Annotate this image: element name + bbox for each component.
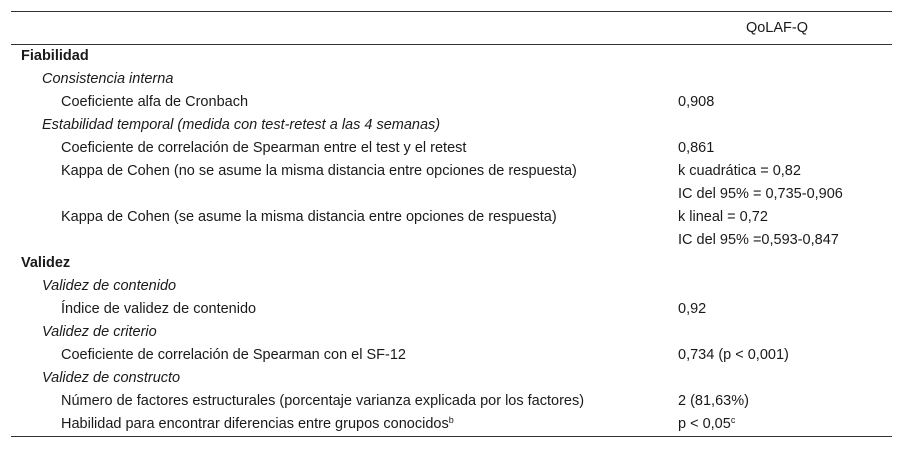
table-row — [11, 344, 892, 367]
row-label-text: Número de factores estructurales (porcentaje varianza explicada por los factores) — [61, 393, 585, 409]
row-label-text: Coeficiente de correlación de Spearman entre el test y el retest — [61, 140, 467, 156]
row-value-line — [678, 160, 843, 183]
row-value-text: IC del 95% = 0,735-0,906 — [678, 186, 843, 202]
row-label — [21, 252, 70, 275]
row-value — [678, 137, 714, 160]
row-label — [61, 390, 584, 413]
subsection-heading-row — [11, 321, 892, 344]
table-row — [11, 91, 892, 114]
row-label-text: Validez — [21, 255, 71, 271]
row-value-line — [678, 390, 749, 413]
row-label — [42, 68, 173, 91]
row-label — [61, 91, 248, 114]
row-value-line — [678, 229, 839, 252]
row-value-line — [678, 183, 843, 206]
column-header-qolaf-q: QoLAF-Q — [745, 20, 809, 36]
row-label — [61, 344, 406, 367]
row-value — [678, 413, 735, 436]
table-row — [11, 413, 892, 436]
table-row — [11, 298, 892, 321]
row-label — [42, 321, 157, 344]
row-label-text: Validez de contenido — [42, 278, 177, 294]
row-label — [61, 160, 577, 183]
row-label-text: Habilidad para encontrar diferencias entre grupos conocidos — [61, 416, 449, 432]
row-value — [678, 390, 749, 413]
section-heading-row — [11, 252, 892, 275]
row-label — [42, 114, 440, 137]
row-value-line — [678, 91, 714, 114]
row-value-text: 0,734 (p < 0,001) — [678, 347, 789, 363]
row-value-text: IC del 95% =0,593-0,847 — [678, 232, 839, 248]
row-value-line — [678, 344, 789, 367]
table-body — [11, 45, 892, 436]
subsection-heading-row — [11, 114, 892, 137]
subsection-heading-row — [11, 275, 892, 298]
row-label — [42, 275, 176, 298]
row-label-text: Validez de constructo — [42, 370, 181, 386]
row-value-text: 2 (81,63%) — [678, 393, 749, 409]
subsection-heading-row — [11, 367, 892, 390]
row-label-text: Fiabilidad — [21, 48, 89, 64]
footnote-marker: c — [730, 415, 736, 425]
row-value-text: 0,908 — [678, 94, 715, 110]
row-value — [678, 160, 843, 206]
row-label — [61, 413, 454, 436]
row-value-line — [678, 137, 714, 160]
table-row — [11, 160, 892, 206]
row-label — [61, 298, 256, 321]
results-table — [11, 11, 892, 437]
subsection-heading-row — [11, 68, 892, 91]
table-header — [11, 12, 892, 45]
row-label-text: Validez de criterio — [42, 324, 157, 340]
row-value-text: p < 0,05 — [678, 416, 731, 432]
row-label-text: Consistencia interna — [42, 71, 174, 87]
row-label-text: Estabilidad temporal (medida con test-retest a las 4 semanas) — [42, 117, 441, 133]
row-label-text: Índice de validez de contenido — [61, 301, 257, 317]
row-value — [678, 344, 789, 367]
row-value-text: 0,861 — [678, 140, 715, 156]
row-label-text: Kappa de Cohen (no se asume la misma distancia entre opciones de respuesta) — [61, 163, 577, 179]
row-value-line — [678, 206, 839, 229]
table-row — [11, 390, 892, 413]
row-value — [678, 206, 839, 252]
row-label — [61, 137, 466, 160]
row-value-text: k cuadrática = 0,82 — [678, 163, 801, 179]
row-label — [42, 367, 180, 390]
row-label — [61, 206, 557, 229]
row-value-text: 0,92 — [678, 301, 707, 317]
row-value — [678, 91, 714, 114]
row-value — [678, 298, 706, 321]
row-label — [21, 45, 89, 68]
row-value-line — [678, 298, 706, 321]
row-label-text: Coeficiente alfa de Cronbach — [61, 94, 249, 110]
row-value-line — [678, 413, 735, 436]
footnote-marker: b — [448, 415, 454, 425]
row-value-text: k lineal = 0,72 — [678, 209, 768, 225]
table-row — [11, 206, 892, 252]
row-label-text: Coeficiente de correlación de Spearman con el SF-12 — [61, 347, 406, 363]
table-row — [11, 137, 892, 160]
row-label-text: Kappa de Cohen (se asume la misma distancia entre opciones de respuesta) — [61, 209, 557, 225]
section-heading-row — [11, 45, 892, 68]
